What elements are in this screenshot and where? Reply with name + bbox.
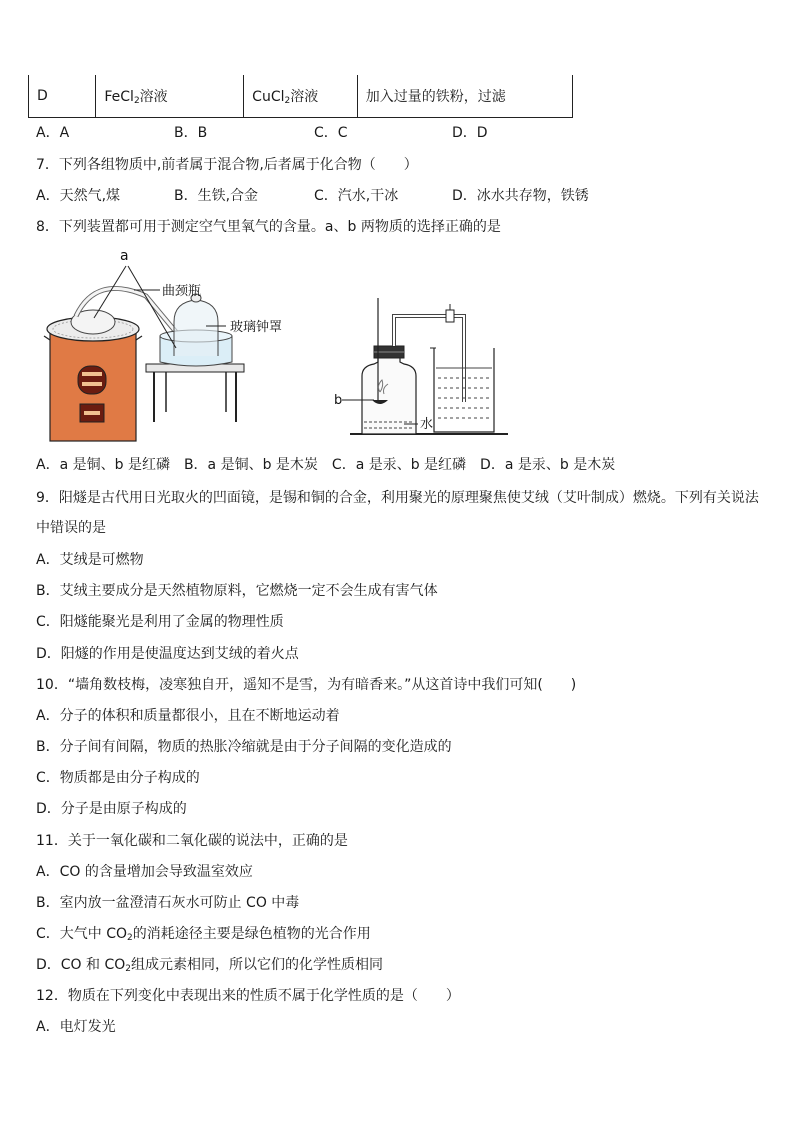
q7-option-d: D．冰水共存物，铁锈 [452, 188, 589, 204]
q8-stem: 8．下列装置都可用于测定空气里氧气的含量。a、b 两物质的选择正确的是 [36, 219, 501, 235]
q9-option-c: C．阳燧能聚光是利用了金属的物理性质 [36, 614, 284, 630]
bell-jar [174, 300, 218, 356]
table-cell-method: 加入过量的铁粉，过滤 [357, 75, 572, 118]
q9-stem-line1: 9．阳燧是古代用日光取火的凹面镜，是锡和铜的合金，利用聚光的原理聚焦使艾绒（艾叶制成）燃烧。下列有关说法 [36, 490, 759, 506]
table-cell-impurity [244, 75, 358, 118]
q10-option-c: C．物质都是由分子构成的 [36, 770, 200, 786]
q11-option-d [36, 955, 383, 979]
table-cell-option: D [29, 75, 96, 118]
q9-option-d: D．阳燧的作用是使温度达到艾绒的着火点 [36, 646, 299, 662]
label-bell-jar: 玻璃钟罩 [230, 320, 283, 335]
formula-subscript: 2 [284, 96, 291, 106]
q6-option-d: D．D [452, 125, 488, 141]
q12-stem: 12．物质在下列变化中表现出来的性质不属于化学性质的是（ ） [36, 988, 460, 1004]
q11-option-d-post: 组成元素相同，所以它们的化学性质相同 [131, 957, 384, 973]
q10-option-b: B．分子间有间隔，物质的热胀冷缩就是由于分子间隔的变化造成的 [36, 739, 452, 755]
q11-option-b: B．室内放一盆澄清石灰水可防止 CO 中毒 [36, 895, 300, 911]
q7-option-c: C．汽水,干冰 [314, 188, 399, 204]
q11-option-a: A．CO 的含量增加会导致温室效应 [36, 864, 253, 880]
table-row [29, 75, 573, 118]
q10-option-d: D．分子是由原子构成的 [36, 801, 187, 817]
formula-tail: 溶液 [290, 89, 319, 105]
answer-table [28, 75, 573, 118]
formula-subscript: 2 [133, 96, 140, 106]
q11-stem: 11．关于一氧化碳和二氧化碳的说法中，正确的是 [36, 833, 348, 849]
label-water: 水 [420, 417, 434, 432]
formula-subscript: 2 [125, 964, 132, 974]
q11-option-c-pre: C．大气中 CO [36, 926, 128, 942]
q12-option-a: A．电灯发光 [36, 1019, 116, 1035]
q11-option-d-pre: D．CO 和 CO [36, 957, 126, 973]
q7-stem: 7．下列各组物质中,前者属于混合物,后者属于化合物（ ） [36, 157, 418, 173]
label-retort: 曲颈瓶 [162, 284, 202, 299]
q9-option-a: A．艾绒是可燃物 [36, 552, 144, 568]
q11-option-c-post: 的消耗途径主要是绿色植物的光合作用 [132, 926, 371, 942]
phosphorus-apparatus-figure [330, 296, 520, 438]
formula-text: FeCl [104, 89, 134, 105]
lavoisier-apparatus-figure [36, 244, 296, 444]
q9-stem-line2: 中错误的是 [36, 520, 106, 536]
furnace-window [78, 366, 106, 394]
label-a: a [120, 248, 129, 264]
q11-option-c [36, 924, 371, 948]
formula-subscript: 2 [127, 933, 133, 943]
q7-option-b: B．生铁,合金 [174, 188, 259, 204]
q8-options: A．a 是铜、b 是红磷 B．a 是铜、b 是木炭 C．a 是汞、b 是红磷 D．a 是汞、b 是木炭 [36, 457, 616, 473]
q6-option-b: B．B [174, 125, 208, 141]
formula-text: CuCl [252, 89, 285, 105]
q6-option-a: A．A [36, 125, 70, 141]
label-b: b [334, 393, 343, 408]
clamp [446, 310, 454, 322]
q6-option-c: C．C [314, 125, 348, 141]
q10-stem: 10．“墙角数枝梅，凌寒独自开，遥知不是雪，为有暗香来。”从这首诗中我们可知( ) [36, 677, 577, 693]
table-cell-substance [96, 75, 244, 118]
q10-option-a: A．分子的体积和质量都很小，且在不断地运动着 [36, 708, 340, 724]
formula-tail: 溶液 [139, 89, 168, 105]
q9-option-b: B．艾绒主要成分是天然植物原料，它燃烧一定不会生成有害气体 [36, 583, 438, 599]
q7-option-a: A．天然气,煤 [36, 188, 121, 204]
